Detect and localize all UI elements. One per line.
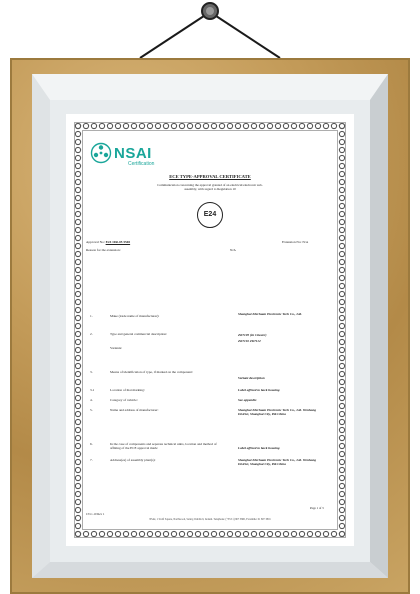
item-label: Make (trade name of manufacturer): [110, 314, 160, 318]
item-label: Type and general commercial description: [110, 332, 168, 336]
approval-number-row [86, 240, 130, 244]
variants-label: Variants: [110, 346, 123, 350]
communication-text: Communication concerning the approval granted of an electrical/electronic sub-assembly, with regard to Regulation 10 [157, 183, 263, 192]
page-number: Page 1 of 3 [310, 506, 324, 510]
item-num: 3.1 [90, 388, 95, 392]
item-value: See appendix [238, 398, 257, 402]
item-value: Shanghai Zhichuan Electronic Tech Co., Ltd. Wenhong District, Shanghai City, P.R.China [238, 458, 317, 466]
item-num: 1. [90, 314, 93, 318]
item-label: Means of identification of type, if marked on the component: [110, 370, 193, 374]
reason-label: Reason for the extension: [86, 248, 121, 252]
item-num: 3. [90, 370, 93, 374]
item-value: Label affixed to back housing [238, 388, 280, 392]
item-value: Variant description [238, 376, 265, 380]
item-num: 4. [90, 398, 93, 402]
extension-value: N/A [302, 240, 309, 244]
item-value: ZK7105 (In Cluster) ZK7110 ZK7112 [238, 333, 267, 343]
item-value: Label affixed to back housing [238, 446, 280, 450]
certificate-content [86, 132, 334, 528]
item-num: 6. [90, 442, 93, 446]
e-mark-symbol: E24 [197, 202, 223, 228]
item-label: Category of vehicle: [110, 398, 138, 402]
certificate-title: ECE TYPE-APPROVAL CERTIFICATE [169, 174, 251, 179]
item-value: Shanghai Zhichuan Electronic Tech Co., Ltd. Wenhong District, Shanghai City, P.R.China [238, 408, 317, 416]
extension-label: Extension No: [282, 240, 302, 244]
nsai-logo [90, 142, 160, 166]
approval-label: Approval No: [86, 240, 105, 244]
logo-tagline: Certification [128, 161, 155, 167]
item-label: Location of that marking: [110, 388, 145, 392]
item-num: 7. [90, 458, 93, 462]
item-value: Shanghai Zhichuan Electronic Tech Co., Ltd. [238, 312, 302, 316]
item-label: Name and address of manufacturer: [110, 408, 159, 412]
reason-value: N/A [230, 248, 236, 252]
nsai-logo-icon [90, 142, 112, 164]
approval-number: E24 10R-05 5565 [105, 240, 131, 244]
item-label: In the case of components and separate technical units, location and method of affixing of the ECE approval mark: [110, 442, 217, 450]
logo-name: NSAI [114, 145, 152, 162]
item-label: Address(es) of assembly plant(s): [110, 458, 156, 462]
item-num: 5. [90, 408, 93, 412]
footer-address: NSAI, 1 Swift Square, Northwood, Santry, Dublin 9, Ireland. Telephone: (+353 1) 807 3800, Facsimile: 01 807 3801 [149, 518, 271, 521]
extension-row [282, 240, 308, 244]
document-id: CT-C-10 Rev 1 [86, 512, 105, 516]
picture-frame [10, 58, 410, 594]
certificate-paper [66, 114, 354, 546]
item-num: 2. [90, 332, 93, 336]
